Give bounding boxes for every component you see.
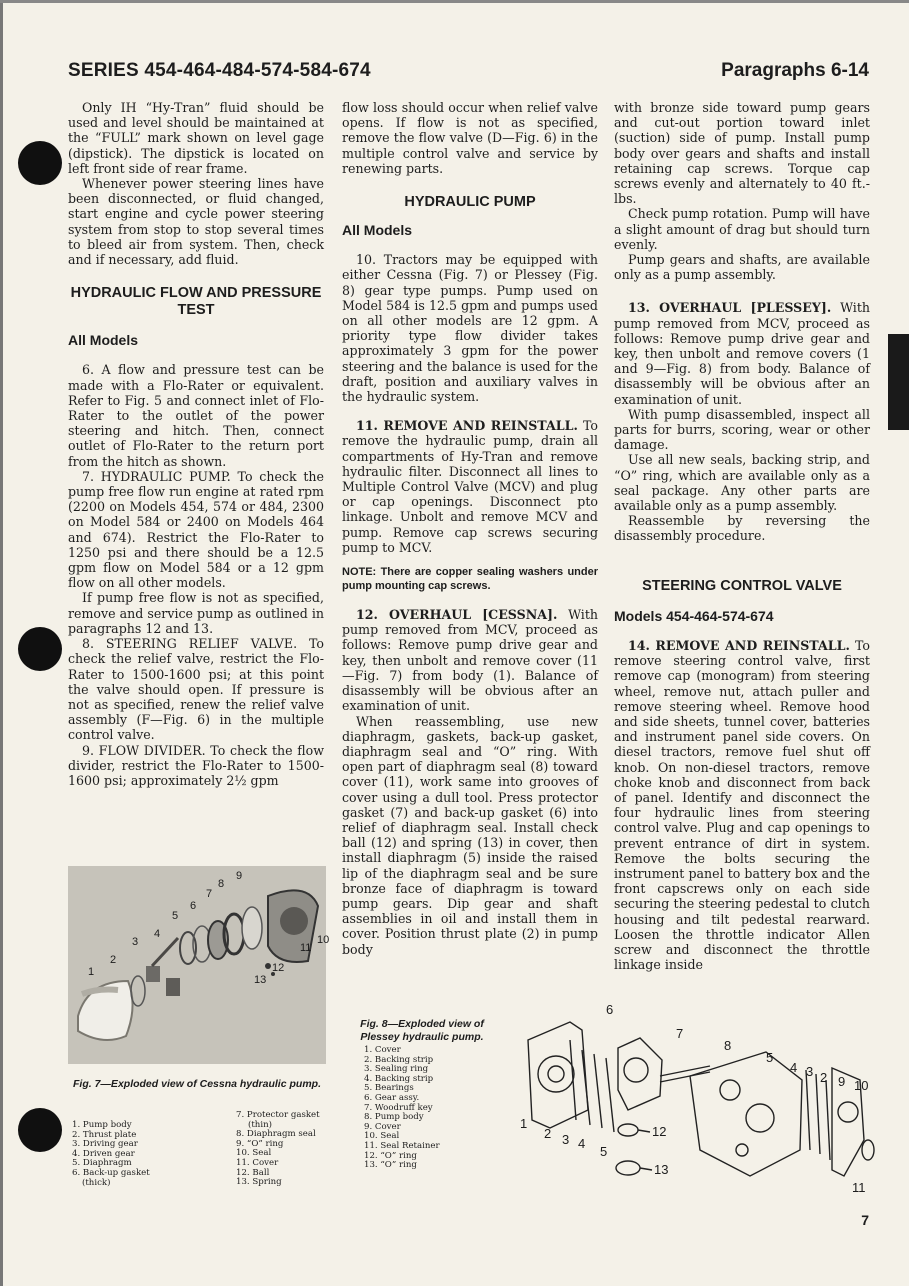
subsection-heading: Models 454-464-574-674	[614, 607, 774, 624]
legend-item: 1. Pump body	[72, 1120, 132, 1130]
callout: 5	[600, 1144, 608, 1159]
paragraph: 10. Tractors may be equipped with either Cessna (Fig. 7) or Plessey (Fig. 8) gear type pumps. Pump used on Model 584 is 12.5 gpm and pumps used on all other models are 12 gpm. A priority type flow divider takes approximately 3 gpm for the power steering and the balance is used for the draft, position and auxiliary valves in the hydraulic system.	[342, 252, 598, 405]
binder-hole-middle	[18, 627, 62, 671]
fig7-callouts	[68, 866, 330, 1064]
legend-item: (thick)	[82, 1177, 111, 1188]
fig8-callouts	[510, 1000, 880, 1210]
legend-item: 9. “O” ring	[236, 1138, 284, 1149]
thumb-index-tab	[888, 334, 909, 430]
callout: 13	[654, 1162, 669, 1177]
paragraph: 7. HYDRAULIC PUMP. To check the pump free flow run engine at rated rpm (2200 on Models 454, 574 or 484, 2300 on Model 584 or 2400 on Models 464 and 674). Restrict the Flo-Rater to 1250 psi and there should be a 12.5 gpm flow on Model 584 or a 12 gpm flow on all other models.	[68, 468, 324, 591]
paragraph: 11. REMOVE AND REINSTALL. To remove the hydraulic pump, drain all compartments of Hy-Tran and remove hydraulic filter. Disconnect all lines to Multiple Control Valve (MCV) and plug or cap openings. Disconnect pto linkage. Unbolt and remove MCV and pump. Remove cap screws securing pump to MCV.	[342, 418, 598, 555]
binder-hole-bottom	[18, 1108, 62, 1152]
paragraph: Use all new seals, backing strip, and “O” ring, which are available only as a seal package. Any other parts are available only as a pump assembly.	[614, 452, 870, 514]
column-2	[342, 100, 598, 957]
callout: 10	[317, 934, 330, 946]
legend-item: 4. Driven gear	[72, 1148, 135, 1159]
callout: 3	[806, 1064, 814, 1079]
legend-item: 3. Sealing ring	[364, 1064, 429, 1075]
paragraph: With pump disassembled, inspect all parts for burrs, scoring, wear or other damage.	[614, 406, 870, 453]
callout: 1	[88, 966, 95, 978]
legend-item: 8. Pump body	[364, 1112, 424, 1123]
paragraph: Reassemble by reversing the disassembly procedure.	[614, 513, 870, 544]
callout: 11	[852, 1180, 866, 1195]
callout: 2	[110, 954, 117, 966]
legend-item: 9. Cover	[364, 1121, 401, 1132]
column-1	[68, 100, 324, 788]
legend-item: 3. Driving gear	[72, 1139, 138, 1150]
legend-item: 2. Thrust plate	[72, 1129, 137, 1140]
section-heading: HYDRAULIC FLOW AND PRESSURE TEST	[70, 285, 322, 319]
paragraph: 9. FLOW DIVIDER. To check the flow divider, restrict the Flo-Rater to 1500-1600 psi; approximately 2½ gpm	[68, 742, 324, 788]
legend-item: 1. Cover	[364, 1045, 401, 1055]
paragraph: Only IH “Hy-Tran” fluid should be used and level should be maintained at the “FULL” mark shown on level gage (dipstick). The dipstick is located on left front side of rear frame.	[68, 100, 324, 176]
callout: 5	[766, 1050, 774, 1065]
fig7-legend-left	[72, 1121, 150, 1188]
legend-item: 5. Diaphragm	[72, 1158, 132, 1169]
callout: 9	[236, 870, 243, 882]
callout: 7	[206, 888, 213, 900]
legend-item: 5. Bearings	[364, 1083, 414, 1094]
paragraph: Whenever power steering lines have been disconnected, or fluid changed, start engine and cycle power steering system from stop to stop several times to bleed air from system. Then, check and if necessary, add fluid.	[68, 176, 324, 268]
legend-item: (thin)	[248, 1119, 272, 1130]
callout: 8	[218, 878, 225, 890]
legend-item: 13. Spring	[236, 1177, 282, 1188]
fig8-legend	[364, 1046, 440, 1171]
paragraph: with bronze side toward pump gears and cut-out portion toward inlet (suction) side of pump. Install pump body over gears and shafts and install retaining cap screws. Torque cap screws evenly and alternately to 40 ft.-lbs.	[614, 100, 870, 207]
callout: 12	[272, 962, 285, 974]
callout: 2	[544, 1126, 552, 1141]
note: NOTE: There are copper sealing washers under pump mounting cap screws.	[342, 566, 598, 593]
paragraph: If pump free flow is not as specified, remove and service pump as outlined in paragraphs 12 and 13.	[68, 590, 324, 636]
legend-item: 8. Diaphragm seal	[236, 1129, 316, 1140]
page-edge-shadow	[0, 0, 3, 1286]
callout: 4	[790, 1060, 798, 1075]
fig7-caption: Fig. 7—Exploded view of Cessna hydraulic pump.	[73, 1078, 321, 1090]
series-header: SERIES 454-464-484-574-584-674	[68, 60, 371, 81]
fig7-legend-right	[236, 1111, 320, 1188]
paragraph: 12. OVERHAUL [CESSNA]. With pump removed from MCV, proceed as follows: Remove pump drive gear and key, then unbolt and remove cover (11—Fig. 7) from body (1). Balance of disassembly will be obvious after an examination of unit.	[342, 607, 598, 714]
callout: 11	[300, 942, 312, 954]
column-3	[614, 100, 870, 972]
callout: 13	[254, 974, 267, 986]
subsection-heading: All Models	[342, 222, 413, 239]
callout: 7	[676, 1026, 684, 1041]
callout: 6	[190, 900, 197, 912]
legend-item: 12. “O” ring	[364, 1150, 417, 1161]
legend-item: 6. Back-up gasket	[72, 1167, 150, 1178]
paragraph: 14. REMOVE AND REINSTALL. To remove steering control valve, first remove cap (monogram) from steering wheel, remove nut, attach puller and remove steering wheel. Remove hood and side sheets, tunnel cover, batteries and instrument panel side covers. On diesel tractors, remove fuel shut off knob. On non-diesel tractors, remove choke knob and disconnect from back of panel. Identify and disconnect the four hydraulic lines from steering control valve. Plug and cap openings to prevent entrance of dirt in system. Remove the bolts securing the instrument panel to battery box and the front capscrews only on each side securing the steering pedestal to clutch housing and tilt pedestal rearward. Loosen the throttle indicator Allen screw and disconnect the throttle linkage inside	[614, 637, 870, 973]
paragraph: flow loss should occur when relief valve opens. If flow is not as specified, remove the flow valve (D—Fig. 6) in the multiple control valve and service by renewing parts.	[342, 100, 598, 176]
subsection-heading: All Models	[68, 332, 139, 349]
callout: 8	[724, 1038, 732, 1053]
page-top-edge	[0, 0, 909, 3]
legend-item: 2. Backing strip	[364, 1054, 434, 1065]
callout: 4	[578, 1136, 586, 1151]
legend-item: 11. Seal Retainer	[364, 1140, 440, 1151]
paragraph: 13. OVERHAUL [PLESSEY]. With pump removed from MCV, proceed as follows: Remove pump drive gear and key, then unbolt and remove covers (1 and 9—Fig. 8) from body. Balance of disassembly will be obvious after an examination of unit.	[614, 300, 870, 407]
paragraph-lead: 12. OVERHAUL [CESSNA].	[356, 607, 558, 623]
section-heading: STEERING CONTROL VALVE	[642, 577, 842, 594]
paragraph: 8. STEERING RELIEF VALVE. To check the relief valve, restrict the Flo-Rater to 1500-1600 psi; at this point the valve should open. If pressure is not as specified, renew the relief valve assembly (F—Fig. 6) in the multiple control valve.	[68, 636, 324, 743]
callout: 1	[520, 1116, 528, 1131]
fig8-exploded-drawing	[510, 1000, 880, 1210]
legend-item: 11. Cover	[236, 1157, 279, 1168]
legend-item: 7. Protector gasket	[236, 1110, 320, 1120]
callout: 10	[854, 1078, 869, 1093]
callout: 3	[562, 1132, 570, 1147]
callout: 6	[606, 1002, 614, 1017]
paragraph: Check pump rotation. Pump will have a slight amount of drag but should turn evenly.	[614, 206, 870, 252]
paragraph: Pump gears and shafts, are available only as a pump assembly.	[614, 252, 870, 283]
fig8-caption: Fig. 8—Exploded view of Plessey hydraulic pump.	[360, 1018, 484, 1043]
paragraph: 6. A flow and pressure test can be made with a Flo-Rater or equivalent. Refer to Fig. 5 and connect inlet of Flo-Rater to the outlet of the power steering and hitch. Then, connect outlet of Flo-Rater to the return port from the hitch as shown.	[68, 362, 324, 469]
paragraph-lead: 13. OVERHAUL [PLESSEY].	[628, 300, 832, 316]
section-heading: HYDRAULIC PUMP	[404, 194, 536, 211]
legend-item: 13. “O” ring	[364, 1160, 417, 1171]
callout: 12	[652, 1124, 667, 1139]
callout: 2	[820, 1070, 828, 1085]
binder-hole-top	[18, 141, 62, 185]
legend-item: 10. Seal	[236, 1148, 272, 1159]
legend-item: 10. Seal	[364, 1131, 400, 1142]
legend-item: 12. Ball	[236, 1167, 270, 1178]
paragraphs-header: Paragraphs 6-14	[721, 60, 869, 81]
callout: 9	[838, 1074, 846, 1089]
paragraph: When reassembling, use new diaphragm, gaskets, back-up gasket, diaphragm seal and “O” ring. With open part of diaphragm seal (8) toward cover (11), work same into grooves of cover using a dull tool. Press protector gasket (7) and back-up gasket (6) into relief of diaphragm seal. Install check ball (12) and spring (13) in cover, then install diaphragm (5) inside the raised lip of the diaphragm seal and be sure bronze face of diaphragm is toward pump gears. Dip gear and shaft assemblies in oil and install them in cover. Position thrust plate (2) in pump body	[342, 713, 598, 957]
paragraph-lead: 14. REMOVE AND REINSTALL.	[628, 637, 850, 653]
paragraph-lead: 11. REMOVE AND REINSTALL.	[356, 418, 578, 434]
legend-item: 7. Woodruff key	[364, 1102, 433, 1113]
callout: 3	[132, 936, 139, 948]
callout: 5	[172, 910, 179, 922]
page-number: 7	[861, 1212, 869, 1228]
legend-item: 6. Gear assy.	[364, 1092, 420, 1103]
callout: 4	[154, 928, 161, 940]
legend-item: 4. Backing strip	[364, 1073, 434, 1084]
